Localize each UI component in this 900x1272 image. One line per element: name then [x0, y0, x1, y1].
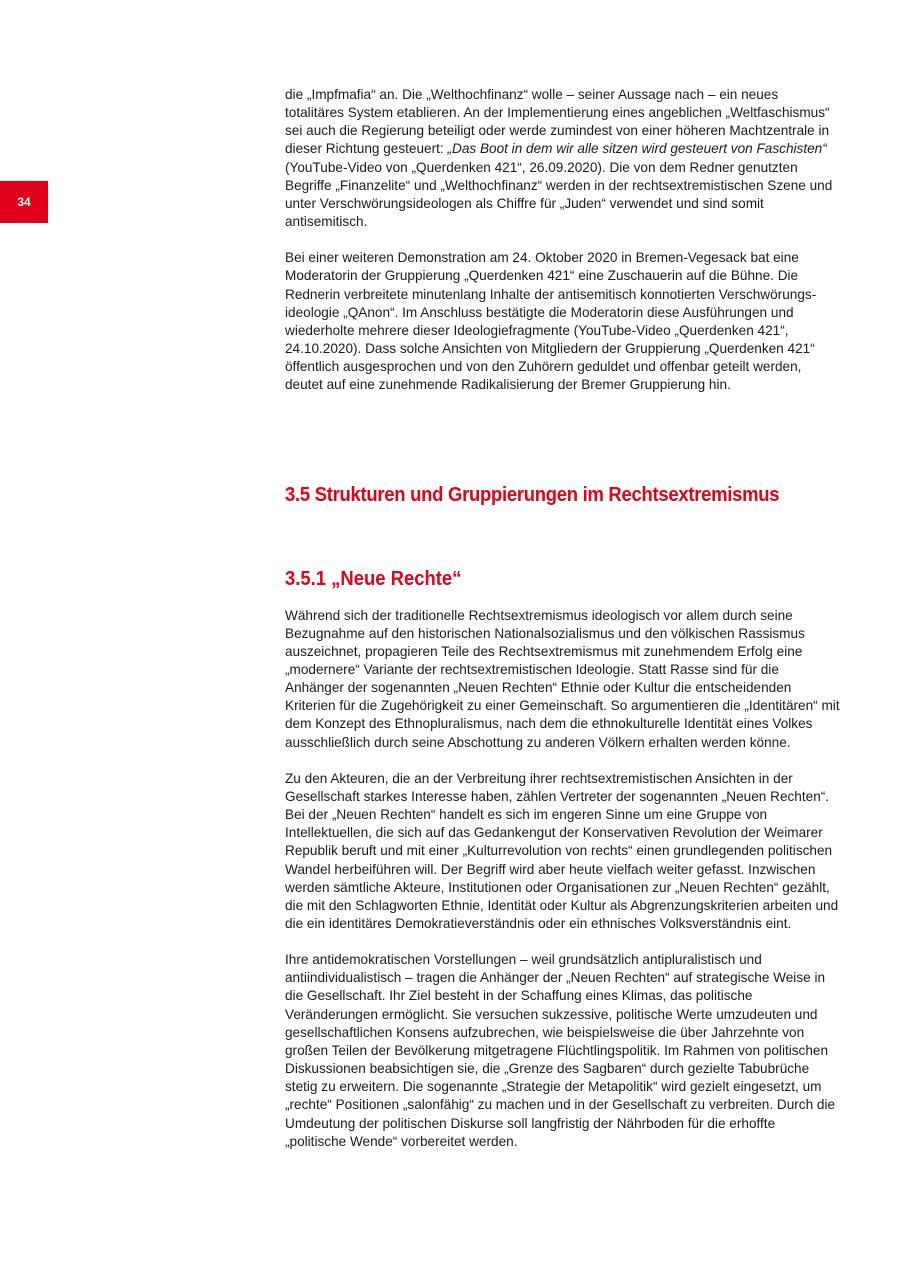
- page-number-tab: [0, 181, 48, 223]
- paragraph-traditional: Während sich der traditionelle Rechtsextremismus ideologisch vor allem durch seine Bezugnahme auf den historischen Nationalsozialismus und den völkischen Rassismus auszeichnet, propagieren Teile des Rechtsextremismus mit zunehmendem Erfolg eine „modernere“ Variante der rechtsextremistischen Ideologie. Statt Rasse sind für die Anhänger der sogenannten „Neuen Rechten“ Ethnie oder Kultur die entscheidenden Kriterien für die Zugehörigkeit zu einer Gemeinschaft. So argumentieren die „Identitären“ mit dem Konzept des Ethnopluralismus, nach dem die ethnokulturelle Identität eines Volkes ausschließlich durch seine Abschottung zu anderen Völkern erhalten werden könne.: [285, 607, 840, 750]
- paragraph-actors: Zu den Akteuren, die an der Verbreitung ihrer rechtsextremistischen Ansichten in der Gesellschaft starkes Interesse haben, zählen Vertreter der sogenannten „Neuen Rechten“. Bei der „Neuen Rechten“ handelt es sich im engeren Sinne um eine Gruppe von Intellektuellen, die sich auf das Gedankengut der Konservativen Revolution der Weimarer Republik beruft und mit einer „Kulturrevolution von rechts“ einen grundlegenden politischen Wandel herbeiführen will. Der Begriff wird aber heute vielfach weiter gefasst. Inzwischen werden sämtliche Akteure, Institutionen oder Organisationen zur „Neuen Rechten“ gezählt, die mit den Schlagworten Ethnie, Identität oder Kultur als Abgrenzungskriterien arbeiten und die ein identitäres Demokratieverständnis oder ein ethnisches Volksverständnis eint.: [285, 770, 839, 931]
- page-number: 34: [17, 195, 31, 209]
- paragraph-impfmafia: [285, 86, 840, 231]
- paragraph-vegesack: Bei einer weiteren Demonstration am 24. Oktober 2020 in Bremen-Vegesack bat eine Moderatorin der Gruppierung „Querdenken 421“ eine Zuschauerin auf die Bühne. Die Rednerin verbreitete minutenlang Inhalte der antisemitisch konnotierten Verschwörungsideologie „QAnon“. Im Anschluss bestätigte die Moderatorin diese Ausführungen und wiederholte mehrere dieser Ideologiefragmente (YouTube-Video „Querdenken 421“, 24.10.2020). Dass solche Ansichten von Mitgliedern der Gruppierung „Querdenken 421“ öffentlich ausgesprochen und von den Zuhörern geduldet und offenbar geteilt werden, deutet auf eine zunehmende Radikalisierung der Bremer Gruppierung hin.: [285, 250, 817, 393]
- quote-text: „Das Boot in dem wir alle sitzen wird gesteuert von Faschisten“: [447, 141, 827, 157]
- paragraph-text: die „Impfmafia“ an. Die „Welthochfinanz“ wolle – seiner Aussage nach – ein neues totalitäres System etablieren. An der Implementierung eines angeblichen „Weltfaschismus“ sei auch die Regierung beteiligt oder werde zumindest von einer höheren Machtzentrale in dieser Richtung gesteuert:: [285, 87, 830, 157]
- subsection-heading: 3.5.1 „Neue Rechte“: [285, 566, 462, 590]
- paragraph-strategy: Ihre antidemokratischen Vorstellungen – weil grundsätzlich antipluralistisch und antiindividualistisch – tragen die Anhänger der „Neuen Rechten“ auf strategische Weise in die Gesellschaft. Ihr Ziel besteht in der Schaffung eines Klimas, das politische Veränderungen ermöglicht. Sie versuchen sukzessive, politische Werte umzudeuten und gesellschaftlichen Konsens aufzubrechen, wie beispielsweise die über Jahrzehnte von großen Teilen der Bevölkerung mitgetragene Flüchtlingspolitik. Im Rahmen von politischen Diskussionen beabsichtigen sie, die „Grenze des Sagbaren“ durch gezielte Tabubrüche stetig zu erweitern. Die sogenannte „Strategie der Metapolitik“ wird gezielt eingesetzt, um „rechte“ Positionen „salonfähig“ zu machen und in der Gesellschaft zu verbreiten. Durch die Umdeutung der politischen Diskurse soll langfristig der Nährboden für die erhoffte „politische Wende“ vorbereitet werden.: [285, 952, 836, 1149]
- document-body: [285, 86, 840, 1151]
- paragraph-text: (YouTube-Video von „Querdenken 421“, 26.09.2020). Die von dem Redner genutzten Begriffe „Finanzelite“ und „Welthochfinanz“ werden in der rechtsextremistischen Szene und unter Verschwörungsideologen als Chiffre für „Juden“ verwendet und sind somit antisemitisch.: [285, 159, 833, 230]
- section-heading: 3.5 Strukturen und Gruppierungen im Rechtsextremismus: [285, 482, 780, 506]
